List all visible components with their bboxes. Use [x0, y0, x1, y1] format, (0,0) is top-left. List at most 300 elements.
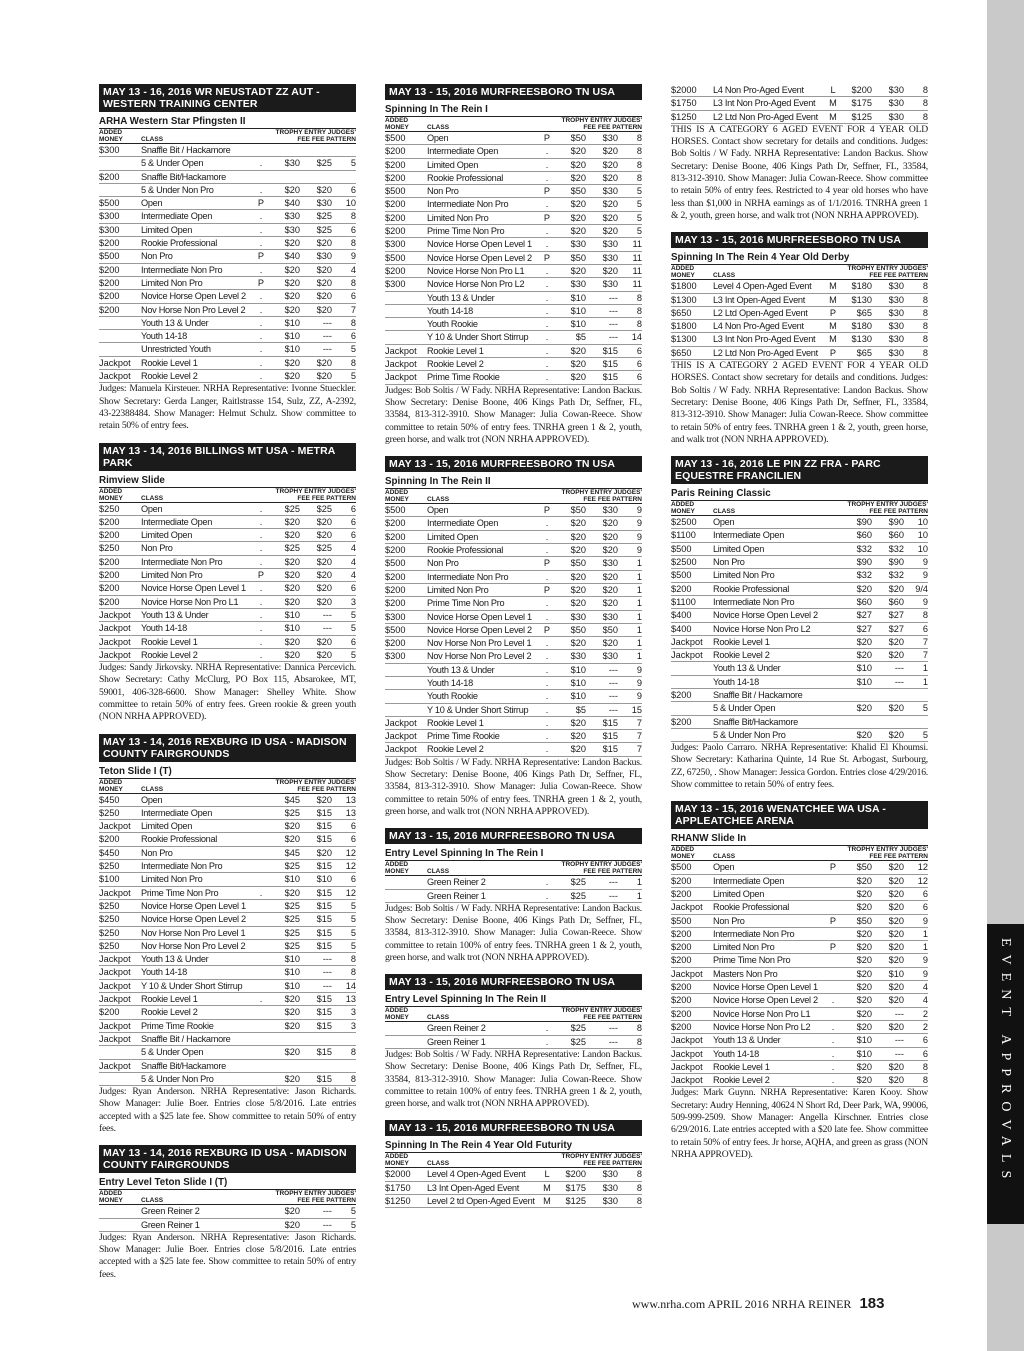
event-notes: Judges: Bob Soltis / W Fady. NRHA Representative: Landon Backus. Show Secretary: Denise Boone, 406 Kings Path Dr, Seffner, FL, 33584, 813-312-3910. Show Manager: Julia Cowan-Reece. Show committee to retain 50% of entry fees. TNRHA green 1 & 2, youth, green horse, and walk trot (NON NRHA APPROVED). — [385, 384, 642, 445]
entry-fee: --- — [322, 623, 332, 634]
class-name: Rookie Level 1 — [141, 994, 198, 1005]
added-money: $200 — [385, 172, 406, 183]
pattern: 12 — [917, 862, 928, 873]
entry-fee: $20 — [316, 794, 332, 805]
pattern: 8 — [636, 292, 642, 303]
added-money: $250 — [99, 900, 120, 911]
money-label: MONEY — [671, 508, 695, 516]
entry-fee: $20 — [316, 291, 332, 302]
class-name: Youth 14-18 — [427, 305, 473, 316]
pattern: 1 — [922, 942, 928, 953]
pattern-code — [828, 543, 838, 555]
table-row — [385, 876, 642, 889]
money-label: MONEY — [385, 1014, 409, 1022]
table-row — [385, 318, 642, 331]
entry-fee: $20 — [888, 583, 904, 594]
table-row — [385, 597, 642, 610]
added-money — [99, 1219, 141, 1231]
trophy-judges-label: TROPHY ENTRY JUDGES' — [561, 1007, 642, 1015]
class-name: Novice Horse Non Pro L1 — [713, 1008, 811, 1019]
class-name: Open — [427, 505, 449, 516]
added-money: $200 — [671, 875, 692, 886]
trophy-fee: $20 — [284, 264, 300, 275]
class-name: Level 4 Open-Aged Event — [427, 1169, 526, 1180]
trophy-fee: $20 — [570, 359, 586, 370]
fees-label: FEE FEE PATTERN — [583, 868, 642, 876]
added-money: $200 — [99, 238, 120, 249]
pattern: 9 — [636, 664, 642, 675]
pattern: 8 — [922, 347, 928, 358]
entry-fee: $30 — [602, 239, 618, 250]
entry-fee: $15 — [316, 1007, 332, 1018]
added-label: ADDED — [671, 501, 695, 509]
class-name: Intermediate Open — [713, 530, 784, 541]
class-name: 5 & Under Open — [713, 703, 776, 714]
class-heading: CLASS — [427, 124, 450, 131]
class-heading: CLASS — [427, 868, 450, 876]
pattern: 1 — [636, 638, 642, 649]
class-name: Rookie Level 1 — [713, 636, 770, 647]
trophy-fee: $20 — [570, 518, 586, 529]
class-name: Limited Non Pro — [427, 584, 489, 595]
table-row — [99, 927, 356, 940]
entry-fee — [300, 1060, 332, 1072]
added-money — [385, 318, 427, 330]
entry-fee: $30 — [602, 252, 618, 263]
added-money: Jackpot — [671, 1075, 703, 1086]
pattern: 8 — [922, 111, 928, 122]
pattern-code: L — [830, 85, 836, 95]
added-money-heading — [385, 1007, 427, 1021]
added-money: Jackpot — [385, 717, 417, 728]
pattern-code — [828, 596, 838, 608]
fees-label: FEE FEE PATTERN — [869, 272, 928, 280]
event-listing — [671, 232, 928, 446]
entry-fee: $20 — [316, 516, 332, 527]
class-name: Nov Horse Non Pro Level 2 — [141, 940, 246, 951]
entry-fee: $10 — [316, 874, 332, 885]
pattern: 11 — [632, 265, 642, 276]
table-row — [671, 307, 928, 320]
class-name: Novice Horse Open Level 1 — [427, 611, 532, 622]
event-notes: Judges: Manuela Kirsteuer. NRHA Representative: Ivonne Stueckler. Show Secretary: Gerda Langer, Raitlstrasse 154, Sulz, ZZ, A-2392, 43-22388484. Show Manager: Helmut Schulz. Show committee to retain 50% of entry fees. — [99, 383, 356, 432]
trophy-fee: $10 — [284, 331, 300, 342]
column-1 — [99, 84, 356, 1291]
money-label: MONEY — [385, 1160, 409, 1168]
added-money: $1300 — [671, 294, 697, 305]
pattern-code: . — [545, 571, 549, 582]
trophy-fee: $10 — [570, 319, 586, 330]
added-money: $200 — [671, 1008, 692, 1019]
table-row — [671, 689, 928, 702]
class-name: Youth 13 & Under — [141, 609, 209, 620]
pattern: 9 — [922, 557, 928, 568]
table-row — [385, 611, 642, 624]
pattern: 9 — [636, 691, 642, 702]
class-name: Green Reiner 1 — [141, 1219, 200, 1230]
table-row — [671, 662, 928, 675]
pattern-code — [828, 623, 838, 635]
pattern: 7 — [922, 636, 928, 647]
pattern-code: M — [829, 334, 837, 345]
added-money: $200 — [99, 530, 120, 541]
added-money-heading — [99, 488, 141, 502]
class-name: Youth Rookie — [427, 319, 478, 330]
class-name: Novice Horse Open Level 2 — [141, 914, 246, 925]
event-notes: THIS IS A CATEGORY 2 AGED EVENT FOR 4 YEAR OLD HORSES. Contact show secretary for details and conditions. Judges: Bob Soltis / W Fady. NRHA Representative: Landon Backus. Show Secretary: Denise Boone, 406 Kings Path Dr, Seffner, FL, 33584, 813-312-3910. Show Manager: Julia Cowan-Reece. Show committee to retain 50% of entry fees. TNRHA green 1 & 2, youth, green horse, and walk trot (NON NRHA APPROVED). — [671, 360, 928, 445]
pattern-code — [828, 716, 838, 728]
pattern: 8 — [350, 1073, 356, 1084]
fees-label: FEE FEE PATTERN — [583, 1160, 642, 1168]
fees-label: FEE FEE PATTERN — [297, 136, 356, 143]
entry-fee: $20 — [316, 264, 332, 275]
class-name: Rookie Professional — [713, 902, 790, 913]
class-name: Intermediate Non Pro — [141, 264, 223, 275]
added-money: $200 — [99, 264, 120, 275]
table-row — [99, 820, 356, 833]
trophy-fee: $90 — [856, 517, 872, 528]
added-money: $2500 — [671, 517, 697, 528]
table-row — [385, 677, 642, 690]
event-notes: Judges: Mark Guynn. NRHA Representative: Karen Kooy. Show Secretary: Audry Henning, 40624 N Short Rd, Deer Park, WA, 99006, 509-999-2509. Show Manager: Angella Kirschner. Entries close 6/29/2016. Late entries accepted with a $20 late fee. Show committee to retain 50% of entry fees. Jr horse, AQHA, and green as grass (NON NRHA APPROVED). — [671, 1087, 928, 1160]
trophy-fee: $20 — [284, 887, 300, 898]
pattern-code: P — [543, 624, 551, 635]
added-money: $200 — [385, 531, 406, 542]
added-money: $300 — [99, 145, 120, 155]
fees-heading — [542, 1007, 642, 1021]
entry-fee: $20 — [316, 238, 332, 249]
entry-fee: $30 — [602, 186, 618, 197]
trophy-fee: $10 — [570, 292, 586, 303]
entry-fee: $15 — [316, 914, 332, 925]
class-name: L3 Int Open-Aged Event — [427, 1182, 519, 1193]
entry-fee: $20 — [602, 226, 618, 237]
entry-fee: $10 — [888, 968, 904, 979]
class-name: Rookie Level 1 — [141, 357, 198, 368]
trophy-fee: $5 — [575, 332, 586, 343]
table-row — [385, 531, 642, 544]
added-money: Jackpot — [99, 1033, 131, 1044]
trophy-fee: $30 — [284, 158, 300, 169]
column-header — [385, 488, 642, 504]
trophy-fee: $10 — [570, 677, 586, 688]
class-name: Rookie Level 2 — [141, 371, 198, 382]
table-row — [99, 609, 356, 622]
added-money: $300 — [385, 611, 406, 622]
class-name: Youth Rookie — [427, 691, 478, 702]
pattern-code — [828, 729, 838, 741]
added-money: Jackpot — [671, 1048, 703, 1059]
table-row — [99, 966, 356, 979]
table-row — [99, 317, 356, 330]
trophy-fee: $180 — [851, 321, 872, 332]
class-name: Youth 13 & Under — [713, 663, 781, 674]
pattern-code: . — [545, 1036, 549, 1047]
table-row — [671, 294, 928, 307]
added-money: $200 — [671, 995, 692, 1006]
added-money: $500 — [385, 558, 406, 569]
pattern-code — [828, 583, 838, 595]
event-header: MAY 13 - 14, 2016 REXBURG ID USA - MADISON COUNTY FAIRGROUNDS — [99, 1145, 356, 1173]
pattern-code — [828, 569, 838, 581]
added-money: $650 — [671, 307, 692, 318]
table-row — [99, 794, 356, 807]
table-row — [99, 542, 356, 555]
table-row — [671, 915, 928, 928]
trophy-fee: $20 — [856, 875, 872, 886]
column-3 — [671, 84, 928, 1171]
pattern-code: . — [545, 691, 549, 702]
table-row — [671, 1074, 928, 1087]
added-money: $1250 — [671, 111, 697, 122]
added-money: $250 — [99, 503, 120, 514]
pattern: 8 — [922, 85, 928, 95]
entry-fee: $60 — [888, 596, 904, 607]
trophy-fee: $180 — [851, 281, 872, 292]
trophy-fee: $50 — [570, 133, 586, 143]
trophy-fee: $20 — [284, 1219, 300, 1230]
trophy-judges-label: TROPHY ENTRY JUDGES' — [847, 846, 928, 854]
pattern-code — [256, 847, 266, 859]
pattern-code: . — [259, 264, 263, 275]
trophy-fee: $20 — [570, 731, 586, 742]
trophy-fee: $20 — [284, 184, 300, 195]
added-money: $200 — [99, 1007, 120, 1018]
added-money: Jackpot — [99, 821, 131, 832]
class-heading: CLASS — [141, 136, 164, 143]
added-money — [99, 343, 141, 355]
trophy-fee: $20 — [284, 277, 300, 288]
added-money: $2500 — [671, 557, 697, 568]
added-money: $200 — [99, 596, 120, 607]
entry-fee: $20 — [316, 583, 332, 594]
pattern-code — [256, 1046, 266, 1058]
event-title: Paris Reining Classic — [671, 488, 771, 500]
class-name: Rookie Level 2 — [427, 359, 484, 370]
fees-label: FEE FEE PATTERN — [869, 508, 928, 516]
pattern-code: . — [545, 731, 549, 742]
pattern: 6 — [350, 503, 356, 514]
table-row — [99, 1219, 356, 1232]
entry-fee: $30 — [602, 1169, 618, 1180]
added-money: $250 — [99, 861, 120, 872]
table-row — [99, 1205, 356, 1218]
pattern-code: . — [545, 717, 549, 728]
table-row — [385, 717, 642, 730]
table-row — [671, 702, 928, 715]
trophy-fee — [266, 1033, 300, 1045]
entry-fee: $20 — [888, 902, 904, 913]
trophy-fee: $175 — [851, 98, 872, 109]
table-row — [99, 357, 356, 370]
trophy-fee: $10 — [284, 623, 300, 634]
class-name: Limited Non Pro — [713, 942, 775, 953]
fees-heading — [828, 846, 928, 860]
added-money — [385, 704, 427, 716]
trophy-fee: $125 — [851, 111, 872, 122]
trophy-fee: $20 — [570, 531, 586, 542]
pattern: 1 — [636, 598, 642, 609]
pattern-code: . — [259, 623, 263, 634]
class-name: Non Pro — [713, 915, 745, 926]
entry-fee: $30 — [316, 251, 332, 262]
entry-fee: $30 — [602, 651, 618, 662]
trophy-fee: $25 — [284, 807, 300, 818]
table-row — [385, 637, 642, 650]
table-row — [99, 343, 356, 356]
entry-fee: $15 — [316, 821, 332, 832]
added-money: $300 — [385, 279, 406, 290]
entry-fee: $30 — [888, 321, 904, 332]
entry-fee: $15 — [316, 861, 332, 872]
pattern-code: . — [545, 292, 549, 303]
trophy-fee: $20 — [570, 199, 586, 210]
class-name: Snaffle Bit / Hackamore — [713, 689, 803, 700]
pattern-code — [256, 966, 266, 978]
pattern-code: . — [831, 995, 835, 1006]
entry-fee: --- — [608, 1036, 618, 1047]
pattern-code — [828, 954, 838, 966]
table-row — [99, 569, 356, 582]
added-money: $200 — [99, 516, 120, 527]
fees-label: FEE FEE PATTERN — [297, 785, 356, 793]
class-name: Novice Horse Open Level 1 — [141, 900, 246, 911]
pattern-code: . — [545, 1023, 549, 1034]
added-money — [99, 184, 141, 196]
pattern: 8 — [636, 305, 642, 316]
pattern: 6 — [350, 583, 356, 594]
table-row — [385, 584, 642, 597]
pattern: 5 — [636, 186, 642, 197]
trophy-fee: $10 — [284, 967, 300, 978]
trophy-fee: $30 — [284, 224, 300, 235]
entry-fee: --- — [322, 967, 332, 978]
table-row — [671, 516, 928, 529]
pattern: 6 — [922, 1048, 928, 1059]
entry-fee: $20 — [316, 371, 332, 382]
added-label: ADDED — [671, 265, 695, 273]
trophy-fee: $20 — [284, 994, 300, 1005]
class-name: Rookie Level 1 — [141, 636, 198, 647]
class-name: Rookie Professional — [141, 238, 218, 249]
table-row — [671, 968, 928, 981]
entry-fee: --- — [894, 676, 904, 687]
pattern: 9 — [922, 915, 928, 926]
table-row — [99, 900, 356, 913]
table-row — [385, 557, 642, 570]
pattern-code: . — [545, 545, 549, 556]
entry-fee: --- — [322, 954, 332, 965]
table-row — [99, 1060, 356, 1073]
trophy-fee: $30 — [570, 279, 586, 290]
trophy-fee — [838, 689, 872, 701]
table-row — [671, 347, 928, 360]
pattern-code: . — [259, 184, 263, 195]
class-name: Youth 13 & Under — [141, 954, 209, 965]
class-name: Nov Horse Non Pro Level 1 — [141, 927, 246, 938]
class-name: Rookie Level 2 — [713, 650, 770, 661]
trophy-fee: $32 — [856, 570, 872, 581]
pattern-code: . — [259, 304, 263, 315]
trophy-judges-label: TROPHY ENTRY JUDGES' — [275, 487, 356, 495]
entry-fee: --- — [608, 1023, 618, 1034]
added-money: $1750 — [671, 98, 697, 109]
entry-fee: $20 — [888, 1021, 904, 1032]
pattern: 6 — [922, 888, 928, 899]
class-name: L3 Int Non Pro-Aged Event — [713, 98, 816, 109]
class-name: Rookie Level 1 — [427, 717, 484, 728]
added-money: $1800 — [671, 281, 697, 292]
trophy-fee: $10 — [284, 874, 300, 885]
pattern-code: P — [829, 347, 837, 358]
added-money — [385, 305, 427, 317]
trophy-fee: $130 — [851, 294, 872, 305]
class-name: Limited Open — [713, 888, 765, 899]
table-row — [99, 210, 356, 223]
entry-fee: $20 — [888, 888, 904, 899]
trophy-fee: $27 — [856, 623, 872, 634]
pattern: 9 — [350, 251, 356, 262]
table-row — [385, 890, 642, 903]
pattern: 6 — [350, 224, 356, 235]
pattern-code: . — [545, 611, 549, 622]
added-money: $200 — [99, 556, 120, 567]
class-name: Intermediate Non Pro — [427, 199, 509, 210]
trophy-fee — [266, 1060, 300, 1072]
pattern: 8 — [636, 1182, 642, 1193]
column-header — [99, 128, 356, 144]
added-money: $200 — [385, 265, 406, 276]
pattern — [904, 689, 928, 701]
added-money: $200 — [99, 277, 120, 288]
trophy-fee: $32 — [856, 543, 872, 554]
pattern-code — [828, 1008, 838, 1020]
added-money: $500 — [99, 251, 120, 262]
trophy-fee: $60 — [856, 596, 872, 607]
pattern-code: . — [545, 877, 549, 888]
trophy-fee: $20 — [570, 584, 586, 595]
page-number: 183 — [859, 1295, 885, 1312]
pattern: 12 — [345, 887, 356, 898]
table-row — [99, 264, 356, 277]
event-listing — [385, 1120, 642, 1208]
added-money: $1100 — [671, 596, 696, 607]
class-name: Green Reiner 2 — [427, 1023, 486, 1034]
class-name: Snaffle Bit/Hackamore — [141, 171, 226, 182]
added-money: Jackpot — [99, 994, 131, 1005]
added-money: Jackpot — [99, 1060, 131, 1071]
pattern: 9 — [636, 545, 642, 556]
pattern-code — [256, 900, 266, 912]
entry-fee: $15 — [316, 994, 332, 1005]
pattern: 5 — [350, 344, 356, 355]
trophy-fee: $20 — [284, 371, 300, 382]
entry-fee: $20 — [316, 530, 332, 541]
entry-fee: $20 — [888, 862, 904, 873]
class-name: Rookie Level 1 — [427, 345, 484, 356]
column-header — [385, 116, 642, 132]
pattern: 8 — [350, 317, 356, 328]
added-money: $650 — [671, 347, 692, 358]
added-money: $200 — [99, 834, 120, 845]
pattern-code: . — [259, 224, 263, 235]
entry-fee: --- — [608, 704, 618, 715]
trophy-fee: $65 — [856, 307, 872, 318]
entry-fee: --- — [608, 305, 618, 316]
table-row — [385, 664, 642, 677]
added-money: Jackpot — [99, 954, 131, 965]
added-label: ADDED — [99, 1190, 123, 1198]
